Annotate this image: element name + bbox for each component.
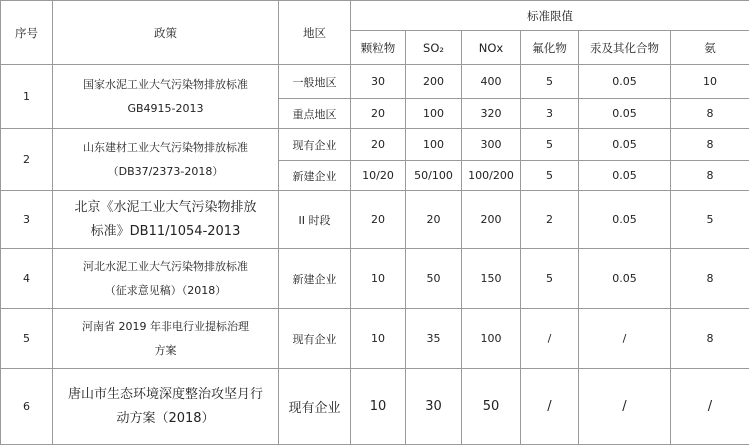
policy-line: 方案 (154, 343, 177, 357)
value-cell: / (671, 369, 749, 445)
value-cell: 100/200 (462, 161, 521, 191)
value-cell: 35 (406, 309, 462, 369)
value-cell: 8 (671, 129, 749, 161)
row-policy (53, 191, 279, 249)
value-cell: 0.05 (579, 161, 671, 191)
policy-line: 唐山市生态环境深度整治攻坚月行 (67, 386, 263, 402)
value-cell: 30 (406, 369, 462, 445)
value-cell: 0.05 (579, 249, 671, 309)
value-cell: 20 (406, 191, 462, 249)
policy-line: 标准》DB11/1054-2013 (90, 223, 241, 239)
value-cell: 8 (671, 161, 749, 191)
table-row (1, 191, 749, 249)
value-cell: / (521, 369, 579, 445)
value-cell: 0.05 (579, 129, 671, 161)
header-pollutant-pm: 颗粒物 (351, 31, 406, 65)
row-region: 现有企业 (279, 369, 351, 445)
row-region: 新建企业 (279, 249, 351, 309)
value-cell: 150 (462, 249, 521, 309)
row-region: 现有企业 (279, 309, 351, 369)
row-no: 5 (1, 309, 53, 369)
value-cell: 5 (521, 65, 579, 99)
table-row (1, 249, 749, 309)
header-pollutant-fluoride: 氟化物 (521, 31, 579, 65)
row-region: 新建企业 (279, 161, 351, 191)
policy-line: （DB37/2373-2018） (107, 164, 224, 178)
value-cell: 5 (521, 161, 579, 191)
value-cell: 100 (406, 99, 462, 129)
row-no: 1 (1, 65, 53, 129)
table-row (1, 65, 749, 99)
policy-line: GB4915-2013 (127, 101, 204, 115)
value-cell: 5 (521, 249, 579, 309)
value-cell: 300 (462, 129, 521, 161)
row-no: 4 (1, 249, 53, 309)
policy-line: （征求意见稿）（2018） (104, 283, 227, 297)
value-cell: 20 (351, 191, 406, 249)
value-cell: 50 (462, 369, 521, 445)
header-pollutant-so2: SO₂ (406, 31, 462, 65)
value-cell: 20 (351, 99, 406, 129)
value-cell: 8 (671, 249, 749, 309)
row-region: II 时段 (279, 191, 351, 249)
value-cell: 10 (351, 309, 406, 369)
table-row (1, 309, 749, 369)
value-cell: / (579, 309, 671, 369)
policy-line: 山东建材工业大气污染物排放标准 (83, 140, 248, 154)
value-cell: 10 (351, 369, 406, 445)
value-cell: 8 (671, 309, 749, 369)
row-no: 2 (1, 129, 53, 191)
row-policy (53, 129, 279, 191)
row-policy (53, 65, 279, 129)
value-cell: 8 (671, 99, 749, 129)
value-cell: / (579, 369, 671, 445)
value-cell: 0.05 (579, 191, 671, 249)
value-cell: 20 (351, 129, 406, 161)
header-no: 序号 (1, 1, 53, 65)
value-cell: 0.05 (579, 65, 671, 99)
table-row (1, 129, 749, 161)
header-limits: 标准限值 (351, 1, 749, 31)
value-cell: 200 (406, 65, 462, 99)
header-pollutant-ammonia: 氨 (671, 31, 749, 65)
header-pollutant-mercury: 汞及其化合物 (579, 31, 671, 65)
value-cell: 320 (462, 99, 521, 129)
header-region: 地区 (279, 1, 351, 65)
value-cell: 2 (521, 191, 579, 249)
policy-line: 国家水泥工业大气污染物排放标准 (83, 77, 248, 91)
policy-line: 动方案（2018） (116, 410, 215, 426)
header-policy: 政策 (53, 1, 279, 65)
value-cell: 10 (351, 249, 406, 309)
row-policy (53, 309, 279, 369)
value-cell: 200 (462, 191, 521, 249)
table-row (1, 369, 749, 445)
policy-line: 河北水泥工业大气污染物排放标准 (83, 259, 248, 273)
header-pollutant-nox: NOx (462, 31, 521, 65)
value-cell: 0.05 (579, 99, 671, 129)
row-no: 3 (1, 191, 53, 249)
value-cell: 100 (406, 129, 462, 161)
policy-line: 河南省 2019 年非电行业提标治理 (82, 319, 249, 333)
row-region: 一般地区 (279, 65, 351, 99)
value-cell: 30 (351, 65, 406, 99)
value-cell: 5 (671, 191, 749, 249)
row-policy (53, 249, 279, 309)
row-region: 重点地区 (279, 99, 351, 129)
value-cell: 10/20 (351, 161, 406, 191)
header-row-1 (1, 1, 749, 31)
value-cell: 3 (521, 99, 579, 129)
row-policy (53, 369, 279, 445)
policy-line: 北京《水泥工业大气污染物排放 (74, 199, 257, 215)
value-cell: 10 (671, 65, 749, 99)
value-cell: 400 (462, 65, 521, 99)
row-region: 现有企业 (279, 129, 351, 161)
value-cell: 100 (462, 309, 521, 369)
value-cell: 5 (521, 129, 579, 161)
value-cell: 50/100 (406, 161, 462, 191)
value-cell: 50 (406, 249, 462, 309)
value-cell: / (521, 309, 579, 369)
row-no: 6 (1, 369, 53, 445)
